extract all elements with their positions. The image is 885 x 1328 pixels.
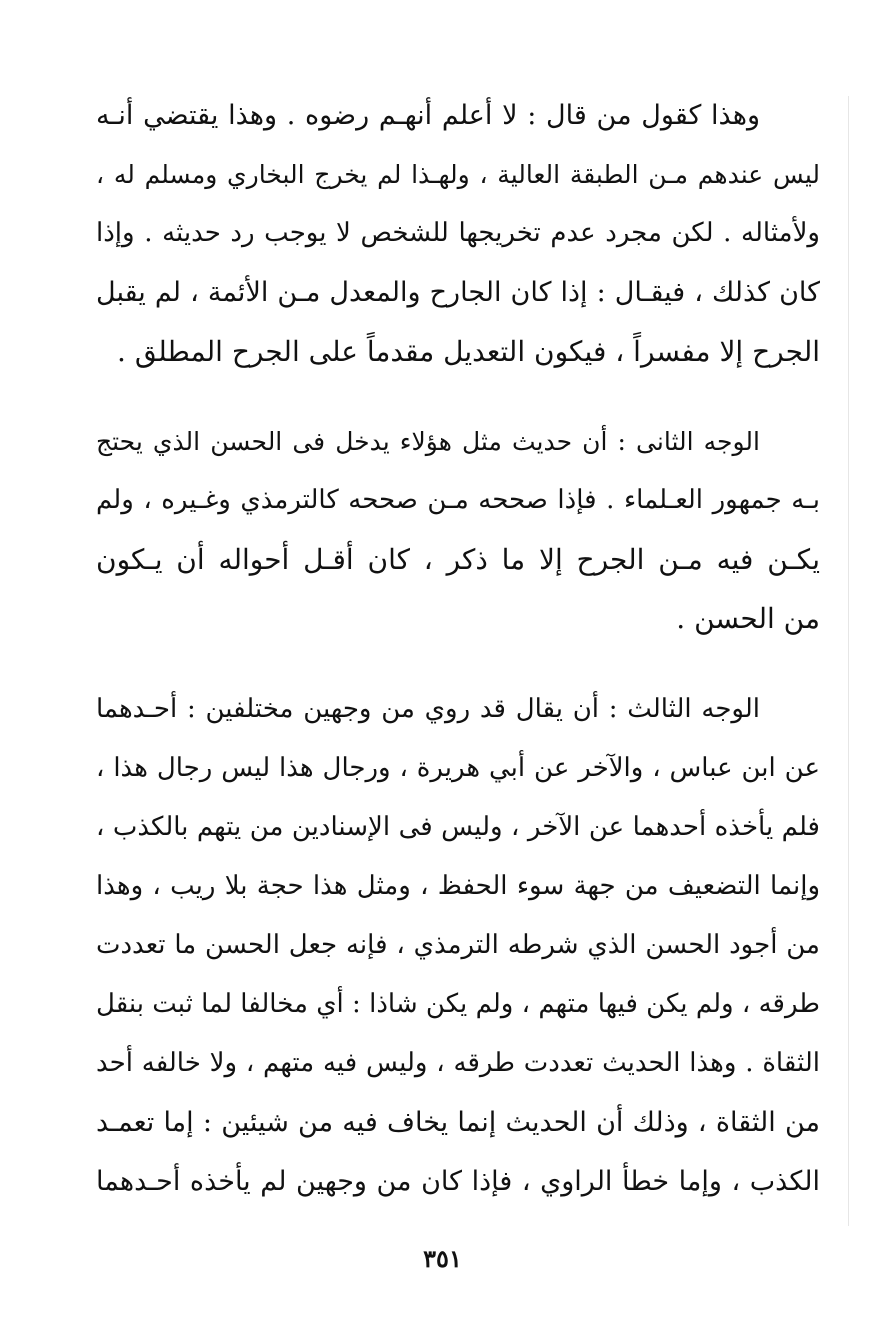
text-line: وإنما التضعيف من جهة سوء الحفظ ، ومثل هذا حجة بلا ريب ، وهذا (96, 871, 820, 901)
page-number: ٣٥١ (423, 1244, 462, 1273)
text-line: طرقه ، ولم يكن فيها متهم ، ولم يكن شاذا : أي مخالفا لما ثبت بنقل (96, 989, 820, 1019)
paragraph-1 (96, 86, 820, 381)
page-edge-shadow (848, 96, 849, 1226)
text-line: بـه جمهور العـلماء . فإذا صححه مـن صححه كالترمذي وغـيره ، ولم (96, 485, 820, 515)
text-line: ولأمثاله . لكن مجرد عدم تخريجها للشخص لا يوجب رد حديثه . وإذا (96, 218, 820, 248)
text-line: الوجه الثانى : أن حديث مثل هؤلاء يدخل فى الحسن الذي يحتج (96, 427, 760, 456)
paragraph-3 (96, 680, 820, 1211)
text-line: من الحسن . (676, 602, 820, 635)
text-line: الجرح إلا مفسراً ، فيكون التعديل مقدماً على الجرح المطلق . (117, 335, 820, 368)
paragraph-2 (96, 412, 820, 648)
text-line: الكذب ، وإما خطأ الراوي ، فإذا كان من وجهين لم يأخذه أحـدهما (96, 1166, 820, 1197)
text-line: من الثقاة ، وذلك أن الحديث إنما يخاف فيه من شيئين : إما تعمـد (96, 1107, 820, 1138)
text-line: يكـن فيه مـن الجرح إلا ما ذكر ، كان أقـل أحواله أن يـكون (96, 543, 820, 576)
text-line: عن ابن عباس ، والآخر عن أبي هريرة ، ورجال هذا ليس رجال هذا ، (96, 753, 820, 783)
text-line: كان كذلك ، فيقـال : إذا كان الجارح والمعدل مـن الأئمة ، لم يقبل (96, 277, 820, 308)
text-line: ليس عندهم مـن الطبقة العالية ، ولهـذا لم يخرج البخاري ومسلم له ، (96, 160, 820, 189)
text-line: فلم يأخذه أحدهما عن الآخر ، وليس فى الإسنادين من يتهم بالكذب ، (96, 812, 820, 842)
text-line: الوجه الثالث : أن يقال قد روي من وجهين مختلفين : أحـدهما (96, 694, 760, 724)
text-line: وهذا كقول من قال : لا أعلم أنهـم رضوه . وهذا يقتضي أنـه (96, 100, 760, 131)
text-line: الثقاة . وهذا الحديث تعددت طرقه ، وليس فيه متهم ، ولا خالفه أحد (96, 1048, 821, 1078)
text-line: من أجود الحسن الذي شرطه الترمذي ، فإنه جعل الحسن ما تعددت (96, 930, 820, 960)
